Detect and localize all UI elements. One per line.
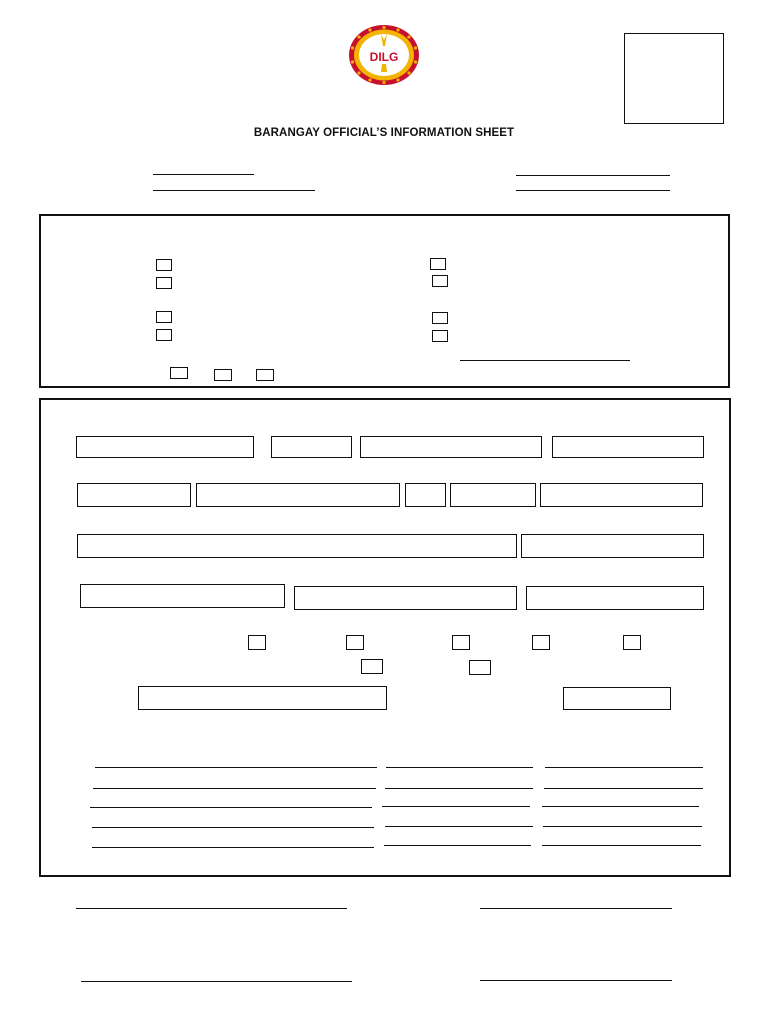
table-line[interactable] [90, 807, 372, 808]
checkbox[interactable] [156, 259, 172, 271]
checkbox[interactable] [256, 369, 274, 381]
checkbox[interactable] [361, 659, 383, 674]
checkbox[interactable] [469, 660, 491, 675]
table-line[interactable] [95, 767, 377, 768]
table-line[interactable] [92, 847, 374, 848]
text-field[interactable] [294, 586, 517, 610]
table-line[interactable] [385, 788, 533, 789]
text-field[interactable] [77, 534, 517, 558]
header-line[interactable] [516, 175, 670, 176]
table-line[interactable] [384, 845, 531, 846]
text-field[interactable] [526, 586, 704, 610]
logo-text: DILG [369, 50, 399, 64]
table-line[interactable] [93, 788, 376, 789]
table-line[interactable] [385, 826, 533, 827]
checkbox[interactable] [532, 635, 550, 650]
checkbox[interactable] [346, 635, 364, 650]
table-line[interactable] [382, 806, 530, 807]
checkbox[interactable] [156, 329, 172, 341]
checkbox[interactable] [248, 635, 266, 650]
header-line[interactable] [153, 174, 254, 175]
checkbox[interactable] [623, 635, 641, 650]
signature-line[interactable] [76, 908, 347, 909]
signature-line[interactable] [480, 908, 672, 909]
text-field[interactable] [80, 584, 285, 608]
text-field[interactable] [271, 436, 352, 458]
checkbox[interactable] [214, 369, 232, 381]
table-line[interactable] [543, 826, 702, 827]
checkbox[interactable] [430, 258, 446, 270]
text-field[interactable] [77, 483, 191, 507]
text-field[interactable] [450, 483, 536, 507]
position-section [39, 214, 730, 388]
table-line[interactable] [544, 788, 703, 789]
header-line[interactable] [516, 190, 670, 191]
checkbox[interactable] [432, 275, 448, 287]
text-field[interactable] [521, 534, 704, 558]
text-field[interactable] [138, 686, 387, 710]
signature-line[interactable] [81, 981, 352, 982]
checkbox[interactable] [432, 312, 448, 324]
table-line[interactable] [542, 806, 699, 807]
table-line[interactable] [545, 767, 703, 768]
text-field[interactable] [76, 436, 254, 458]
text-field[interactable] [405, 483, 446, 507]
table-line[interactable] [542, 845, 701, 846]
table-line[interactable] [386, 767, 533, 768]
text-field[interactable] [552, 436, 704, 458]
photo-box [624, 33, 724, 124]
checkbox[interactable] [452, 635, 470, 650]
form-title: BARANGAY OFFICIAL’S INFORMATION SHEET [253, 127, 515, 139]
signature-line[interactable] [480, 980, 672, 981]
other-specify-line[interactable] [460, 360, 630, 361]
checkbox[interactable] [156, 277, 172, 289]
header-line[interactable] [153, 190, 315, 191]
checkbox[interactable] [432, 330, 448, 342]
text-field[interactable] [563, 687, 671, 710]
text-field[interactable] [196, 483, 400, 507]
text-field[interactable] [540, 483, 703, 507]
table-line[interactable] [92, 827, 374, 828]
checkbox[interactable] [156, 311, 172, 323]
text-field[interactable] [360, 436, 542, 458]
checkbox[interactable] [170, 367, 188, 379]
dilg-logo [348, 24, 420, 86]
